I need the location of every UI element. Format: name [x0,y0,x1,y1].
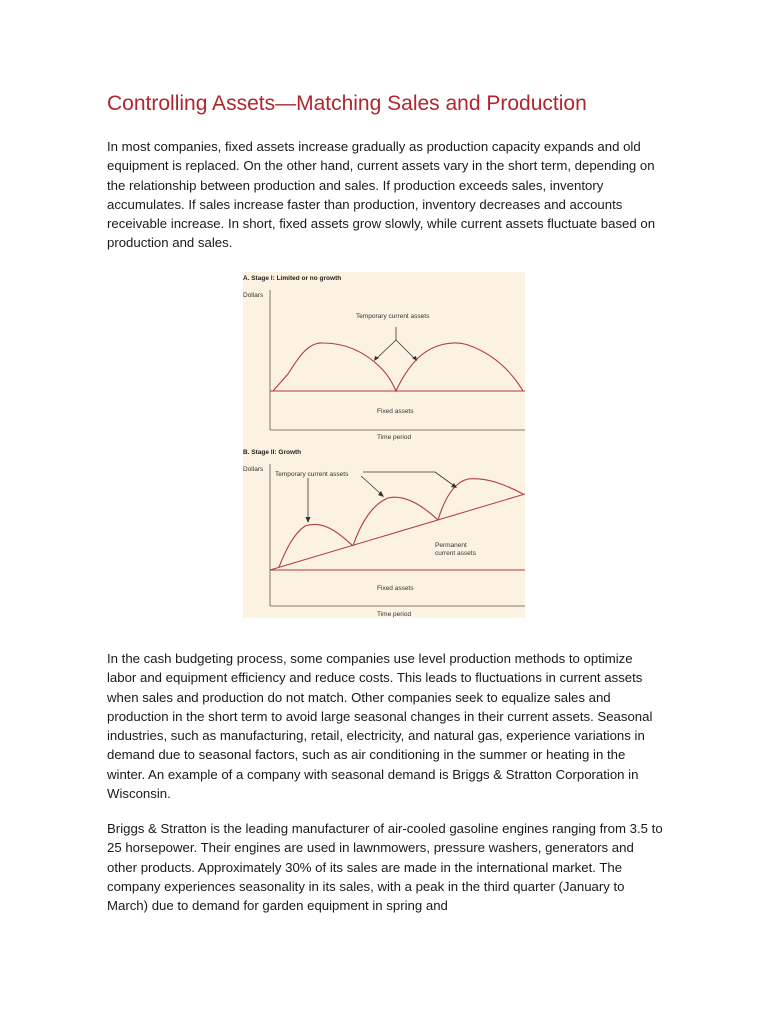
panel-b-annotation: Temporary current assets [275,471,349,478]
panel-a-temporary-curve [273,343,523,391]
panel-b-hump-2 [353,497,438,546]
panel-a-heading: A. Stage I: Limited or no growth [243,275,342,282]
asset-growth-figure [243,272,525,618]
panel-b-y-label: Dollars [243,466,264,473]
panel-b-x-label: Time period [377,611,412,618]
panel-a-annotation: Temporary current assets [356,313,430,320]
panel-a-y-label: Dollars [243,292,264,299]
paragraph-cash-budgeting: In the cash budgeting process, some companies use level production methods to optimize labor and equipment efficiency and reduce costs. This leads to fluctuations in current assets when sales and production do not match. Other companies seek to equalize sales and production in the short term to avoid large seasonal changes in their current assets. Seasonal industries, such as manufacturing, retail, electricity, and natural gas, experience variations in demand due to seasonal factors, such as air conditioning in the summer or heating in the winter. An example of a company with seasonal demand is Briggs & Stratton Corporation in Wisconsin. [107,651,653,802]
panel-b-hump-3 [438,479,523,520]
panel-a-x-label: Time period [377,434,412,441]
panel-b-arrowhead-1 [306,517,311,523]
panel-b [243,449,525,618]
panel-b-fixed-label: Fixed assets [377,585,414,592]
panel-b-permanent-label-2: current assets [435,550,476,557]
paragraph-briggs-stratton: Briggs & Stratton is the leading manufacturer of air-cooled gasoline engines ranging from 3.5 to 25 horsepower. Their engines are used in lawnmowers, pressure washers, generators and other products. Approximately 30% of its sales are made in the international market. The company experiences seasonality in its sales, with a peak in the third quarter (January to March) due to demand for garden equipment in spring and [107,821,663,914]
panel-a [243,275,525,441]
panel-b-permanent-label-1: Permanent [435,542,467,549]
paragraph-fixed-vs-current-assets: In most companies, fixed assets increase gradually as production capacity expands and old equipment is replaced. On the other hand, current assets vary in the short term, depending on the relationship between production and sales. If production exceeds sales, inventory accumulates. If sales increase faster than production, inventory decreases and accounts receivable increase. In short, fixed assets grow slowly, while current assets fluctuate based on production and sales. [107,139,656,251]
panel-b-hump-1 [279,524,353,567]
panel-a-arrows [376,327,415,359]
panel-a-fixed-label: Fixed assets [377,408,414,415]
panel-b-heading: B. Stage II: Growth [243,449,302,456]
page-title: Controlling Assets—Matching Sales and Production [107,92,587,115]
